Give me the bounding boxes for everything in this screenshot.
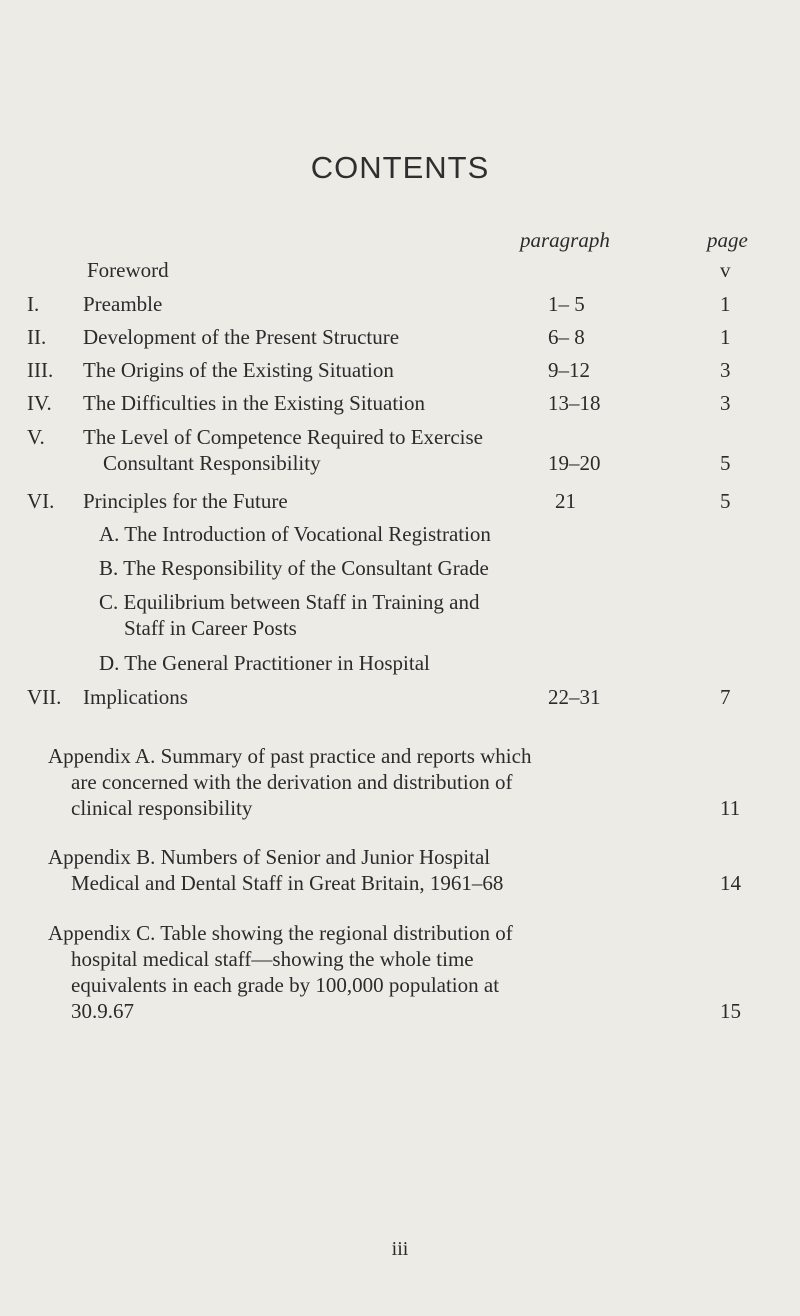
- entry-page: 5: [720, 489, 731, 513]
- entry-paragraphs: 6– 8: [548, 325, 585, 349]
- entry-paragraphs: 13–18: [548, 391, 601, 415]
- toc-appendix-a: [48, 743, 741, 821]
- page-title: CONTENTS: [310, 150, 490, 185]
- entry-number: III.: [27, 358, 54, 382]
- entry-paragraphs: 21: [555, 489, 576, 513]
- appendix-line: Appendix A. Summary of past practice and reports which: [48, 744, 532, 768]
- appendix-line: 30.9.67: [71, 999, 134, 1023]
- entry-page: 5: [720, 451, 731, 475]
- subentry-line: C. Equilibrium between Staff in Training and: [99, 590, 480, 614]
- toc-subentry-c: [99, 589, 539, 641]
- entry-paragraphs: 9–12: [548, 358, 590, 382]
- appendix-line: are concerned with the derivation and distribution of: [71, 770, 513, 794]
- entry-title: Foreword: [87, 258, 169, 282]
- entry-title: The Difficulties in the Existing Situation: [83, 391, 425, 415]
- toc-subentry-b: B. The Responsibility of the Consultant Grade: [99, 556, 489, 580]
- entry-page: 1: [720, 325, 731, 349]
- entry-title: The Origins of the Existing Situation: [83, 358, 394, 382]
- entry-number: II.: [27, 325, 47, 349]
- entry-paragraphs: 19–20: [548, 451, 601, 475]
- entry-title: The Level of Competence Required to Exercise: [83, 425, 484, 449]
- toc-subentry-d: D. The General Practitioner in Hospital: [99, 651, 430, 675]
- entry-title: Preamble: [83, 292, 163, 316]
- page-column-header: page: [707, 228, 748, 252]
- subentry-line-continued: Staff in Career Posts: [124, 616, 297, 640]
- appendix-line: Medical and Dental Staff in Great Britain, 1961–68: [71, 871, 504, 895]
- appendix-page: 15: [720, 999, 741, 1023]
- entry-paragraphs: 22–31: [548, 685, 601, 709]
- appendix-page: 11: [720, 796, 741, 820]
- entry-paragraphs: 1– 5: [548, 292, 585, 316]
- appendix-line: equivalents in each grade by 100,000 population at: [71, 973, 500, 997]
- entry-number: V.: [27, 425, 45, 449]
- entry-number: VII.: [27, 685, 62, 709]
- entry-title: Implications: [83, 685, 188, 709]
- entry-number: I.: [27, 292, 40, 316]
- entry-number: VI.: [27, 489, 55, 513]
- appendix-line: hospital medical staff—showing the whole time: [71, 947, 474, 971]
- page-number-footer: iii: [391, 1238, 409, 1260]
- appendix-line: Appendix B. Numbers of Senior and Junior Hospital: [48, 845, 491, 869]
- appendix-line: clinical responsibility: [71, 796, 253, 820]
- entry-page: v: [720, 258, 731, 282]
- entry-page: 3: [720, 358, 731, 382]
- appendix-line: Appendix C. Table showing the regional distribution of: [48, 921, 513, 945]
- entry-title: Development of the Present Structure: [83, 325, 400, 349]
- toc-subentry-a: A. The Introduction of Vocational Registration: [99, 522, 491, 546]
- entry-title: Principles for the Future: [83, 489, 288, 513]
- paragraph-column-header: paragraph: [520, 228, 610, 252]
- entry-page: 7: [720, 685, 731, 709]
- toc-appendix-c: [48, 920, 741, 1024]
- entry-title-continued: Consultant Responsibility: [103, 451, 321, 475]
- entry-page: 3: [720, 391, 731, 415]
- entry-number: IV.: [27, 391, 52, 415]
- entry-page: 1: [720, 292, 731, 316]
- appendix-page: 14: [720, 871, 741, 895]
- toc-appendix-b: [48, 844, 741, 896]
